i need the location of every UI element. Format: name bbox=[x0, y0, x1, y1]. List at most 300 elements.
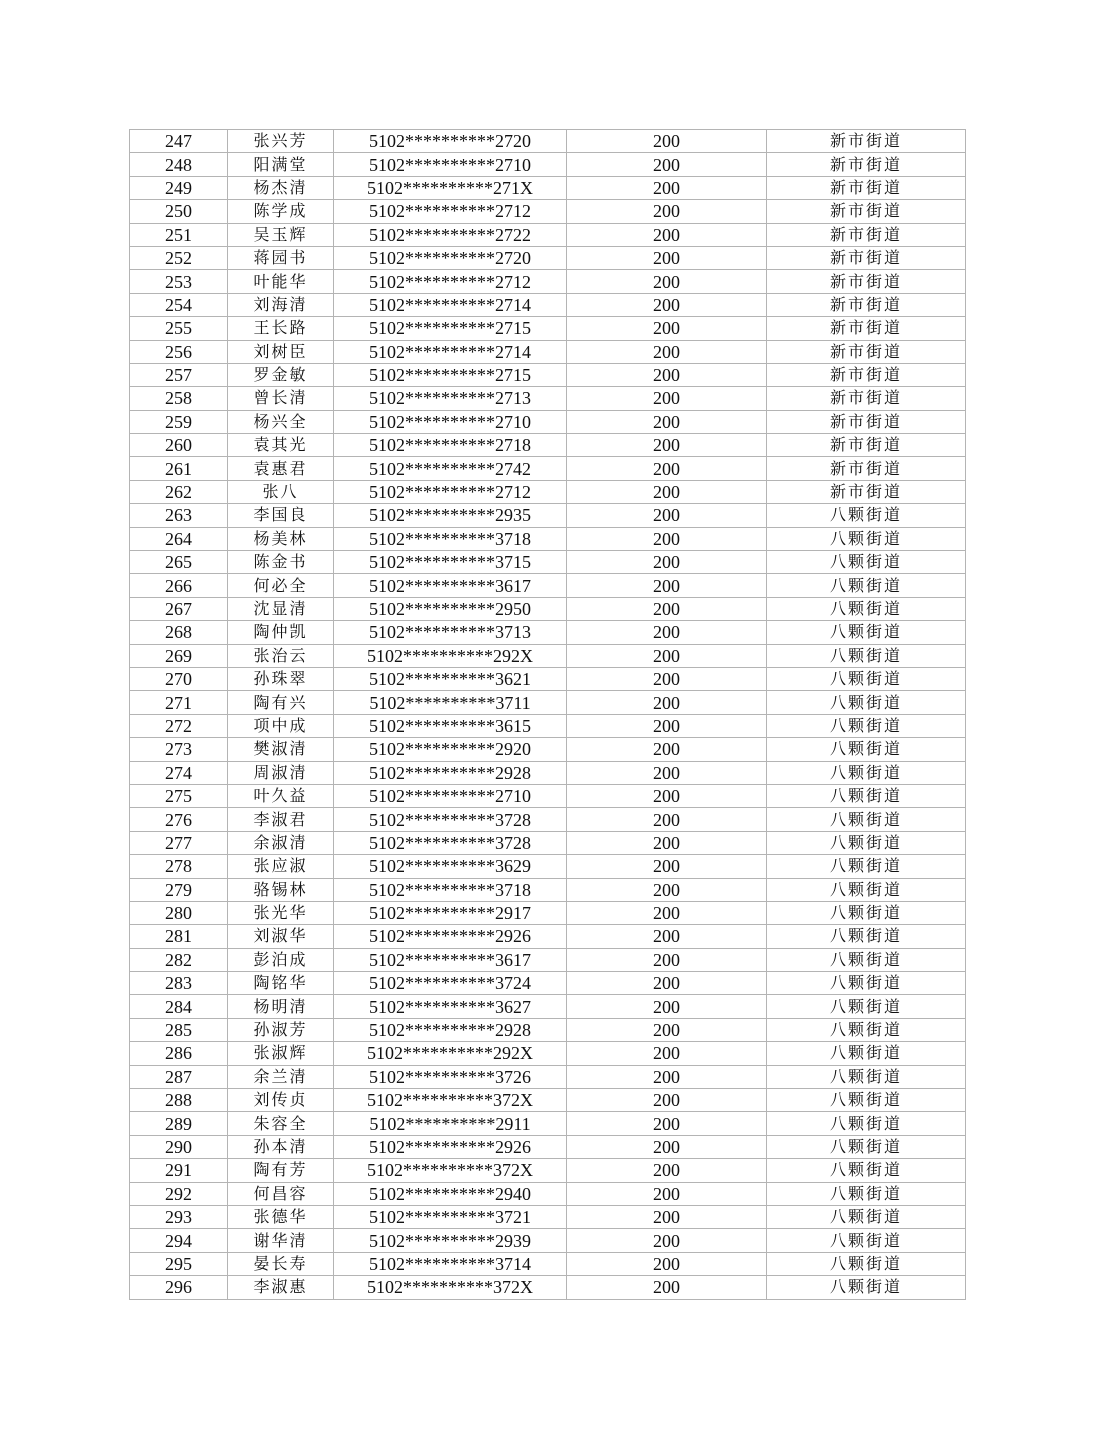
person-name-cell: 孙珠翠 bbox=[228, 667, 334, 690]
person-name-cell: 阳满堂 bbox=[228, 153, 334, 176]
person-name-cell: 王长路 bbox=[228, 317, 334, 340]
amount-cell: 200 bbox=[567, 1018, 767, 1041]
street-cell: 八颗街道 bbox=[767, 644, 966, 667]
street-cell: 八颗街道 bbox=[767, 667, 966, 690]
street-cell: 八颗街道 bbox=[767, 1205, 966, 1228]
street-cell: 八颗街道 bbox=[767, 808, 966, 831]
amount-cell: 200 bbox=[567, 387, 767, 410]
table-row bbox=[130, 434, 966, 457]
table-row bbox=[130, 644, 966, 667]
row-number-cell: 289 bbox=[130, 1112, 228, 1135]
id-number-cell: 5102**********3718 bbox=[334, 527, 567, 550]
amount-cell: 200 bbox=[567, 1182, 767, 1205]
id-number-cell: 5102**********2715 bbox=[334, 317, 567, 340]
id-number-cell: 5102**********3629 bbox=[334, 855, 567, 878]
id-number-cell: 5102**********372X bbox=[334, 1159, 567, 1182]
person-name-cell: 李淑君 bbox=[228, 808, 334, 831]
row-number-cell: 248 bbox=[130, 153, 228, 176]
id-number-cell: 5102**********2720 bbox=[334, 246, 567, 269]
amount-cell: 200 bbox=[567, 480, 767, 503]
table-row bbox=[130, 551, 966, 574]
row-number-cell: 275 bbox=[130, 784, 228, 807]
person-name-cell: 罗金敏 bbox=[228, 363, 334, 386]
person-name-cell: 陶铭华 bbox=[228, 972, 334, 995]
street-cell: 八颗街道 bbox=[767, 551, 966, 574]
street-cell: 八颗街道 bbox=[767, 691, 966, 714]
person-name-cell: 何昌容 bbox=[228, 1182, 334, 1205]
person-name-cell: 李淑惠 bbox=[228, 1276, 334, 1299]
id-number-cell: 5102**********3711 bbox=[334, 691, 567, 714]
street-cell: 八颗街道 bbox=[767, 738, 966, 761]
person-name-cell: 刘传贞 bbox=[228, 1089, 334, 1112]
street-cell: 新市街道 bbox=[767, 246, 966, 269]
amount-cell: 200 bbox=[567, 1089, 767, 1112]
street-cell: 八颗街道 bbox=[767, 972, 966, 995]
id-number-cell: 5102**********3714 bbox=[334, 1252, 567, 1275]
person-name-cell: 骆锡林 bbox=[228, 878, 334, 901]
id-number-cell: 5102**********292X bbox=[334, 1042, 567, 1065]
person-name-cell: 樊淑清 bbox=[228, 738, 334, 761]
person-name-cell: 袁惠君 bbox=[228, 457, 334, 480]
row-number-cell: 281 bbox=[130, 925, 228, 948]
row-number-cell: 291 bbox=[130, 1159, 228, 1182]
table-row bbox=[130, 1065, 966, 1088]
amount-cell: 200 bbox=[567, 855, 767, 878]
amount-cell: 200 bbox=[567, 808, 767, 831]
id-number-cell: 5102**********292X bbox=[334, 644, 567, 667]
street-cell: 八颗街道 bbox=[767, 1112, 966, 1135]
table-row bbox=[130, 1089, 966, 1112]
id-number-cell: 5102**********2722 bbox=[334, 223, 567, 246]
row-number-cell: 283 bbox=[130, 972, 228, 995]
id-number-cell: 5102**********2715 bbox=[334, 363, 567, 386]
table-row bbox=[130, 480, 966, 503]
row-number-cell: 253 bbox=[130, 270, 228, 293]
id-number-cell: 5102**********372X bbox=[334, 1276, 567, 1299]
table-row bbox=[130, 784, 966, 807]
row-number-cell: 255 bbox=[130, 317, 228, 340]
amount-cell: 200 bbox=[567, 246, 767, 269]
street-cell: 八颗街道 bbox=[767, 714, 966, 737]
amount-cell: 200 bbox=[567, 948, 767, 971]
person-name-cell: 余兰清 bbox=[228, 1065, 334, 1088]
person-name-cell: 余淑清 bbox=[228, 831, 334, 854]
street-cell: 八颗街道 bbox=[767, 621, 966, 644]
row-number-cell: 265 bbox=[130, 551, 228, 574]
row-number-cell: 260 bbox=[130, 434, 228, 457]
id-number-cell: 5102**********2940 bbox=[334, 1182, 567, 1205]
street-cell: 八颗街道 bbox=[767, 1089, 966, 1112]
amount-cell: 200 bbox=[567, 1205, 767, 1228]
table-body bbox=[130, 130, 966, 1300]
id-number-cell: 5102**********3621 bbox=[334, 667, 567, 690]
amount-cell: 200 bbox=[567, 317, 767, 340]
amount-cell: 200 bbox=[567, 597, 767, 620]
table-row bbox=[130, 831, 966, 854]
person-name-cell: 张德华 bbox=[228, 1205, 334, 1228]
row-number-cell: 273 bbox=[130, 738, 228, 761]
street-cell: 新市街道 bbox=[767, 293, 966, 316]
row-number-cell: 271 bbox=[130, 691, 228, 714]
amount-cell: 200 bbox=[567, 223, 767, 246]
id-number-cell: 5102**********372X bbox=[334, 1089, 567, 1112]
row-number-cell: 286 bbox=[130, 1042, 228, 1065]
street-cell: 八颗街道 bbox=[767, 1229, 966, 1252]
street-cell: 八颗街道 bbox=[767, 948, 966, 971]
id-number-cell: 5102**********2714 bbox=[334, 340, 567, 363]
id-number-cell: 5102**********3617 bbox=[334, 574, 567, 597]
row-number-cell: 259 bbox=[130, 410, 228, 433]
amount-cell: 200 bbox=[567, 504, 767, 527]
street-cell: 新市街道 bbox=[767, 480, 966, 503]
street-cell: 新市街道 bbox=[767, 363, 966, 386]
id-number-cell: 5102**********2712 bbox=[334, 200, 567, 223]
id-number-cell: 5102**********2710 bbox=[334, 410, 567, 433]
person-name-cell: 朱容全 bbox=[228, 1112, 334, 1135]
amount-cell: 200 bbox=[567, 1229, 767, 1252]
amount-cell: 200 bbox=[567, 1159, 767, 1182]
table-row bbox=[130, 855, 966, 878]
id-number-cell: 5102**********3713 bbox=[334, 621, 567, 644]
row-number-cell: 267 bbox=[130, 597, 228, 620]
id-number-cell: 5102**********3627 bbox=[334, 995, 567, 1018]
row-number-cell: 292 bbox=[130, 1182, 228, 1205]
amount-cell: 200 bbox=[567, 340, 767, 363]
table-row bbox=[130, 130, 966, 153]
table-row bbox=[130, 1042, 966, 1065]
street-cell: 新市街道 bbox=[767, 200, 966, 223]
table-row bbox=[130, 808, 966, 831]
street-cell: 新市街道 bbox=[767, 387, 966, 410]
person-name-cell: 晏长寿 bbox=[228, 1252, 334, 1275]
row-number-cell: 294 bbox=[130, 1229, 228, 1252]
amount-cell: 200 bbox=[567, 621, 767, 644]
person-name-cell: 杨兴全 bbox=[228, 410, 334, 433]
person-name-cell: 刘海清 bbox=[228, 293, 334, 316]
id-number-cell: 5102**********3724 bbox=[334, 972, 567, 995]
person-name-cell: 陶仲凯 bbox=[228, 621, 334, 644]
table-row bbox=[130, 1159, 966, 1182]
table-row bbox=[130, 1276, 966, 1299]
table-row bbox=[130, 223, 966, 246]
table-row bbox=[130, 387, 966, 410]
street-cell: 八颗街道 bbox=[767, 1018, 966, 1041]
amount-cell: 200 bbox=[567, 995, 767, 1018]
amount-cell: 200 bbox=[567, 831, 767, 854]
row-number-cell: 251 bbox=[130, 223, 228, 246]
table-row bbox=[130, 270, 966, 293]
id-number-cell: 5102**********2742 bbox=[334, 457, 567, 480]
street-cell: 八颗街道 bbox=[767, 597, 966, 620]
street-cell: 八颗街道 bbox=[767, 1182, 966, 1205]
row-number-cell: 256 bbox=[130, 340, 228, 363]
table-row bbox=[130, 1205, 966, 1228]
person-name-cell: 杨明清 bbox=[228, 995, 334, 1018]
amount-cell: 200 bbox=[567, 901, 767, 924]
street-cell: 八颗街道 bbox=[767, 574, 966, 597]
person-name-cell: 张应淑 bbox=[228, 855, 334, 878]
person-name-cell: 孙本清 bbox=[228, 1135, 334, 1158]
id-number-cell: 5102**********3728 bbox=[334, 831, 567, 854]
table-row bbox=[130, 925, 966, 948]
street-cell: 八颗街道 bbox=[767, 1252, 966, 1275]
amount-cell: 200 bbox=[567, 363, 767, 386]
person-name-cell: 张治云 bbox=[228, 644, 334, 667]
row-number-cell: 252 bbox=[130, 246, 228, 269]
street-cell: 新市街道 bbox=[767, 270, 966, 293]
row-number-cell: 274 bbox=[130, 761, 228, 784]
amount-cell: 200 bbox=[567, 410, 767, 433]
amount-cell: 200 bbox=[567, 1276, 767, 1299]
person-name-cell: 陶有兴 bbox=[228, 691, 334, 714]
table-row bbox=[130, 621, 966, 644]
amount-cell: 200 bbox=[567, 878, 767, 901]
row-number-cell: 280 bbox=[130, 901, 228, 924]
row-number-cell: 284 bbox=[130, 995, 228, 1018]
id-number-cell: 5102**********3721 bbox=[334, 1205, 567, 1228]
amount-cell: 200 bbox=[567, 761, 767, 784]
row-number-cell: 268 bbox=[130, 621, 228, 644]
person-name-cell: 蒋园书 bbox=[228, 246, 334, 269]
table-row bbox=[130, 340, 966, 363]
amount-cell: 200 bbox=[567, 925, 767, 948]
person-name-cell: 陈学成 bbox=[228, 200, 334, 223]
amount-cell: 200 bbox=[567, 200, 767, 223]
person-name-cell: 刘淑华 bbox=[228, 925, 334, 948]
row-number-cell: 296 bbox=[130, 1276, 228, 1299]
amount-cell: 200 bbox=[567, 644, 767, 667]
table-row bbox=[130, 738, 966, 761]
amount-cell: 200 bbox=[567, 153, 767, 176]
amount-cell: 200 bbox=[567, 130, 767, 153]
person-name-cell: 李国良 bbox=[228, 504, 334, 527]
street-cell: 八颗街道 bbox=[767, 855, 966, 878]
row-number-cell: 257 bbox=[130, 363, 228, 386]
person-name-cell: 杨美林 bbox=[228, 527, 334, 550]
street-cell: 八颗街道 bbox=[767, 831, 966, 854]
street-cell: 八颗街道 bbox=[767, 1276, 966, 1299]
table-row bbox=[130, 317, 966, 340]
person-name-cell: 陶有芳 bbox=[228, 1159, 334, 1182]
street-cell: 八颗街道 bbox=[767, 784, 966, 807]
table-row bbox=[130, 667, 966, 690]
street-cell: 八颗街道 bbox=[767, 901, 966, 924]
amount-cell: 200 bbox=[567, 738, 767, 761]
id-number-cell: 5102**********2926 bbox=[334, 925, 567, 948]
street-cell: 八颗街道 bbox=[767, 1135, 966, 1158]
street-cell: 新市街道 bbox=[767, 340, 966, 363]
street-cell: 八颗街道 bbox=[767, 504, 966, 527]
row-number-cell: 254 bbox=[130, 293, 228, 316]
id-number-cell: 5102**********2911 bbox=[334, 1112, 567, 1135]
row-number-cell: 270 bbox=[130, 667, 228, 690]
table-row bbox=[130, 714, 966, 737]
street-cell: 八颗街道 bbox=[767, 995, 966, 1018]
street-cell: 新市街道 bbox=[767, 223, 966, 246]
amount-cell: 200 bbox=[567, 574, 767, 597]
person-name-cell: 彭泊成 bbox=[228, 948, 334, 971]
table-row bbox=[130, 1229, 966, 1252]
person-name-cell: 何必全 bbox=[228, 574, 334, 597]
table-row bbox=[130, 293, 966, 316]
person-name-cell: 周淑清 bbox=[228, 761, 334, 784]
table-row bbox=[130, 176, 966, 199]
table-row bbox=[130, 995, 966, 1018]
amount-cell: 200 bbox=[567, 1135, 767, 1158]
id-number-cell: 5102**********2714 bbox=[334, 293, 567, 316]
person-name-cell: 项中成 bbox=[228, 714, 334, 737]
street-cell: 八颗街道 bbox=[767, 1042, 966, 1065]
person-name-cell: 刘树臣 bbox=[228, 340, 334, 363]
id-number-cell: 5102**********2712 bbox=[334, 480, 567, 503]
id-number-cell: 5102**********2720 bbox=[334, 130, 567, 153]
amount-cell: 200 bbox=[567, 1065, 767, 1088]
person-name-cell: 袁其光 bbox=[228, 434, 334, 457]
amount-cell: 200 bbox=[567, 784, 767, 807]
table-row bbox=[130, 1135, 966, 1158]
id-number-cell: 5102**********2939 bbox=[334, 1229, 567, 1252]
id-number-cell: 5102**********3726 bbox=[334, 1065, 567, 1088]
person-name-cell: 张八 bbox=[228, 480, 334, 503]
street-cell: 八颗街道 bbox=[767, 1065, 966, 1088]
amount-cell: 200 bbox=[567, 176, 767, 199]
table-row bbox=[130, 246, 966, 269]
table-row bbox=[130, 153, 966, 176]
amount-cell: 200 bbox=[567, 293, 767, 316]
street-cell: 八颗街道 bbox=[767, 527, 966, 550]
amount-cell: 200 bbox=[567, 527, 767, 550]
amount-cell: 200 bbox=[567, 1042, 767, 1065]
row-number-cell: 247 bbox=[130, 130, 228, 153]
id-number-cell: 5102**********2928 bbox=[334, 761, 567, 784]
id-number-cell: 5102**********2713 bbox=[334, 387, 567, 410]
row-number-cell: 258 bbox=[130, 387, 228, 410]
amount-cell: 200 bbox=[567, 270, 767, 293]
street-cell: 八颗街道 bbox=[767, 1159, 966, 1182]
id-number-cell: 5102**********2712 bbox=[334, 270, 567, 293]
id-number-cell: 5102**********3715 bbox=[334, 551, 567, 574]
table-row bbox=[130, 527, 966, 550]
id-number-cell: 5102**********2710 bbox=[334, 784, 567, 807]
table-row bbox=[130, 1018, 966, 1041]
row-number-cell: 288 bbox=[130, 1089, 228, 1112]
person-name-cell: 谢华清 bbox=[228, 1229, 334, 1252]
table-row bbox=[130, 200, 966, 223]
row-number-cell: 293 bbox=[130, 1205, 228, 1228]
row-number-cell: 266 bbox=[130, 574, 228, 597]
person-name-cell: 陈金书 bbox=[228, 551, 334, 574]
amount-cell: 200 bbox=[567, 1252, 767, 1275]
id-number-cell: 5102**********3718 bbox=[334, 878, 567, 901]
id-number-cell: 5102**********2718 bbox=[334, 434, 567, 457]
street-cell: 新市街道 bbox=[767, 317, 966, 340]
id-number-cell: 5102**********2935 bbox=[334, 504, 567, 527]
id-number-cell: 5102**********3728 bbox=[334, 808, 567, 831]
row-number-cell: 277 bbox=[130, 831, 228, 854]
person-name-cell: 杨杰清 bbox=[228, 176, 334, 199]
table-row bbox=[130, 878, 966, 901]
row-number-cell: 295 bbox=[130, 1252, 228, 1275]
table-row bbox=[130, 948, 966, 971]
street-cell: 八颗街道 bbox=[767, 925, 966, 948]
table-row bbox=[130, 457, 966, 480]
street-cell: 新市街道 bbox=[767, 130, 966, 153]
table-row bbox=[130, 691, 966, 714]
id-number-cell: 5102**********3617 bbox=[334, 948, 567, 971]
id-number-cell: 5102**********2928 bbox=[334, 1018, 567, 1041]
row-number-cell: 249 bbox=[130, 176, 228, 199]
amount-cell: 200 bbox=[567, 714, 767, 737]
amount-cell: 200 bbox=[567, 667, 767, 690]
row-number-cell: 285 bbox=[130, 1018, 228, 1041]
id-number-cell: 5102**********3615 bbox=[334, 714, 567, 737]
table-row bbox=[130, 574, 966, 597]
table-row bbox=[130, 972, 966, 995]
street-cell: 新市街道 bbox=[767, 434, 966, 457]
row-number-cell: 287 bbox=[130, 1065, 228, 1088]
id-number-cell: 5102**********271X bbox=[334, 176, 567, 199]
table-row bbox=[130, 1252, 966, 1275]
row-number-cell: 278 bbox=[130, 855, 228, 878]
id-number-cell: 5102**********2710 bbox=[334, 153, 567, 176]
street-cell: 新市街道 bbox=[767, 410, 966, 433]
id-number-cell: 5102**********2917 bbox=[334, 901, 567, 924]
row-number-cell: 279 bbox=[130, 878, 228, 901]
row-number-cell: 263 bbox=[130, 504, 228, 527]
row-number-cell: 264 bbox=[130, 527, 228, 550]
person-name-cell: 叶能华 bbox=[228, 270, 334, 293]
table-row bbox=[130, 1182, 966, 1205]
amount-cell: 200 bbox=[567, 434, 767, 457]
table-row bbox=[130, 504, 966, 527]
street-cell: 新市街道 bbox=[767, 153, 966, 176]
row-number-cell: 276 bbox=[130, 808, 228, 831]
id-number-cell: 5102**********2920 bbox=[334, 738, 567, 761]
amount-cell: 200 bbox=[567, 551, 767, 574]
table-row bbox=[130, 901, 966, 924]
person-name-cell: 张光华 bbox=[228, 901, 334, 924]
person-name-cell: 吴玉辉 bbox=[228, 223, 334, 246]
person-name-cell: 叶久益 bbox=[228, 784, 334, 807]
table-row bbox=[130, 761, 966, 784]
row-number-cell: 272 bbox=[130, 714, 228, 737]
row-number-cell: 290 bbox=[130, 1135, 228, 1158]
subsidy-list-table bbox=[129, 129, 966, 1300]
amount-cell: 200 bbox=[567, 691, 767, 714]
id-number-cell: 5102**********2950 bbox=[334, 597, 567, 620]
row-number-cell: 261 bbox=[130, 457, 228, 480]
amount-cell: 200 bbox=[567, 457, 767, 480]
person-name-cell: 张兴芳 bbox=[228, 130, 334, 153]
table-row bbox=[130, 363, 966, 386]
table-row bbox=[130, 410, 966, 433]
person-name-cell: 沈显清 bbox=[228, 597, 334, 620]
street-cell: 新市街道 bbox=[767, 176, 966, 199]
street-cell: 八颗街道 bbox=[767, 761, 966, 784]
row-number-cell: 250 bbox=[130, 200, 228, 223]
row-number-cell: 262 bbox=[130, 480, 228, 503]
table-row bbox=[130, 597, 966, 620]
table-row bbox=[130, 1112, 966, 1135]
person-name-cell: 张淑辉 bbox=[228, 1042, 334, 1065]
street-cell: 新市街道 bbox=[767, 457, 966, 480]
amount-cell: 200 bbox=[567, 972, 767, 995]
row-number-cell: 269 bbox=[130, 644, 228, 667]
id-number-cell: 5102**********2926 bbox=[334, 1135, 567, 1158]
person-name-cell: 孙淑芳 bbox=[228, 1018, 334, 1041]
person-name-cell: 曾长清 bbox=[228, 387, 334, 410]
row-number-cell: 282 bbox=[130, 948, 228, 971]
